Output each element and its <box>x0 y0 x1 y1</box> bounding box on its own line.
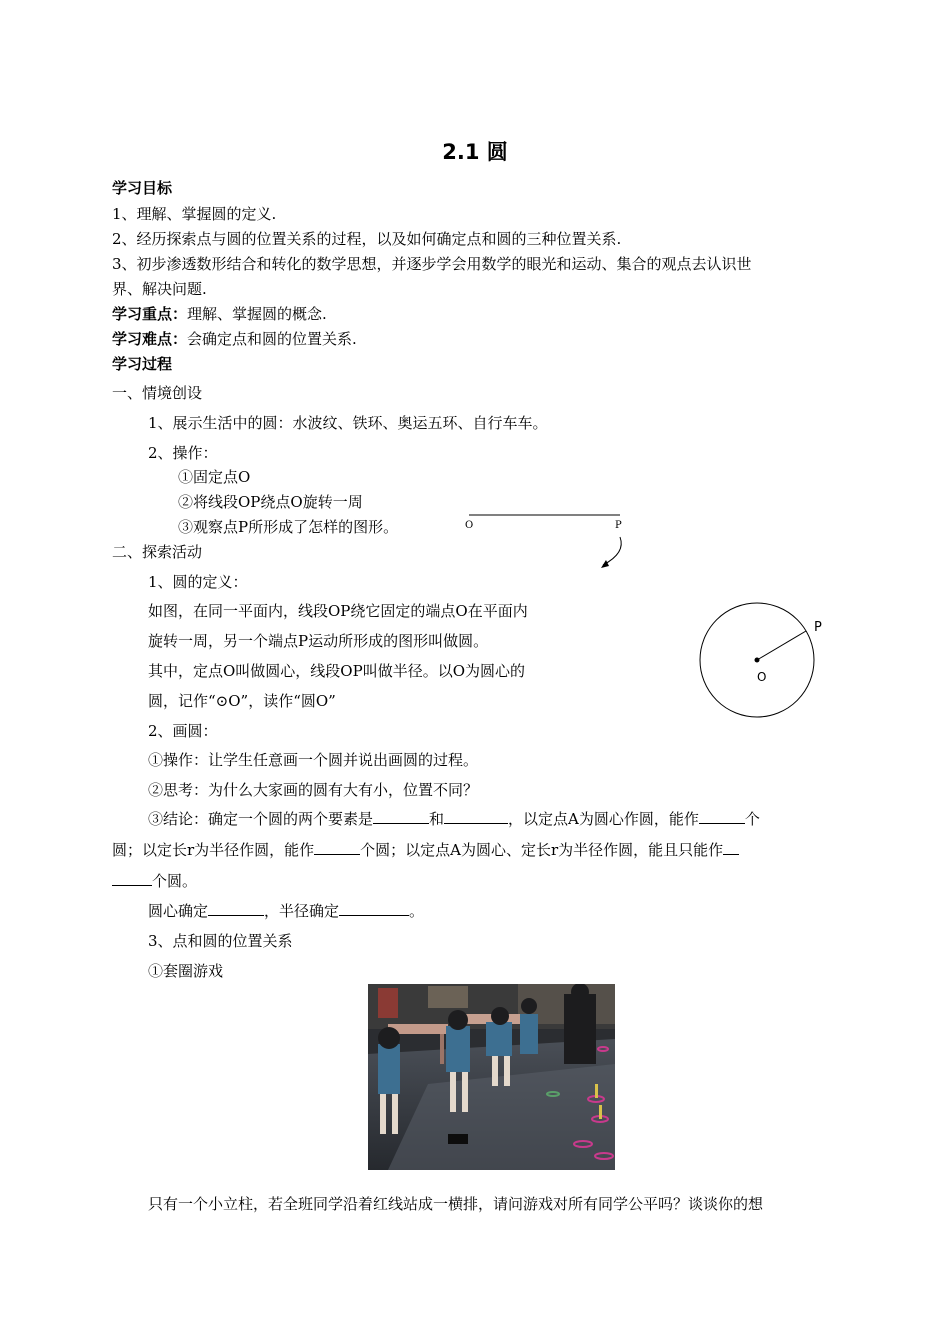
fill-blank[interactable] <box>444 809 508 824</box>
draw-heading: 2、画圆： <box>148 722 218 740</box>
fill-blank[interactable] <box>314 840 360 855</box>
fill-blank[interactable] <box>699 809 745 824</box>
center-radius-text: 。 <box>409 902 425 920</box>
fill-blank[interactable] <box>373 809 429 824</box>
conclusion-text: ，以定点A为圆心作圆，能作 <box>508 810 699 828</box>
conclusion-line-2 <box>112 840 739 860</box>
conclusion-line-3 <box>112 871 197 891</box>
fill-blank[interactable] <box>339 901 409 916</box>
segment-label-p: P <box>615 520 622 531</box>
relation-heading: 3、点和圆的位置关系 <box>148 932 293 950</box>
conclusion-line-1 <box>148 809 760 829</box>
circle-label-p: P <box>814 620 822 635</box>
center-radius-text: ，半径确定 <box>264 902 340 920</box>
definition-line: 其中，定点O叫做圆心，线段OP叫做半径。以O为圆心的 <box>148 662 525 680</box>
ring-toss-photo-image <box>368 984 615 1170</box>
fill-blank[interactable] <box>208 901 264 916</box>
fill-blank[interactable] <box>723 840 739 855</box>
difficulty-label: 学习难点： <box>112 330 188 348</box>
operation-step: ②将线段OP绕点O旋转一周 <box>178 493 363 511</box>
segment-label-o: O <box>465 520 474 531</box>
circle-label-o: O <box>757 670 767 684</box>
conclusion-text: 和 <box>429 810 445 828</box>
fairness-question: 只有一个小立柱，若全班同学沿着红线站成一横排，请问游戏对所有同学公平吗？谈谈你的想 <box>148 1195 764 1213</box>
definition-line: 旋转一周，另一个端点P运动所形成的图形叫做圆。 <box>148 632 489 650</box>
rotation-arrowhead-icon <box>601 560 609 568</box>
definition-heading: 1、圆的定义： <box>148 573 248 591</box>
page-title: 2.1 圆 <box>442 140 508 164</box>
definition-line: 圆，记作“⊙O”，读作“圆O” <box>148 692 336 710</box>
segment-op-figure <box>460 505 640 577</box>
difficulty-line <box>112 329 357 349</box>
ring-toss-photo <box>368 984 615 1170</box>
fill-blank[interactable] <box>112 871 152 886</box>
difficulty-text: 会确定点和圆的位置关系. <box>187 330 357 348</box>
draw-operation: ①操作：让学生任意画一个圆并说出画圆的过程。 <box>148 751 479 769</box>
operation-step: ③观察点P所形成了怎样的图形。 <box>178 518 399 536</box>
draw-think: ②思考：为什么大家画的圆有大有小，位置不同？ <box>148 781 479 799</box>
circle-radius-line <box>757 631 806 660</box>
objective-item: 1、理解、掌握圆的定义. <box>112 205 277 223</box>
conclusion-text: 个 <box>744 810 760 828</box>
conclusion-text: 圆；以定长r为半径作圆，能作 <box>112 841 315 859</box>
center-radius-text: 圆心确定 <box>148 902 209 920</box>
section2-heading: 二、探索活动 <box>112 543 203 561</box>
key-point-label: 学习重点： <box>112 305 188 323</box>
center-radius-line <box>148 901 424 921</box>
conclusion-text: 个圆。 <box>152 872 198 890</box>
circle-figure <box>695 600 835 726</box>
objective-item: 2、经历探索点与圆的位置关系的过程，以及如何确定点和圆的三种位置关系. <box>112 230 622 248</box>
key-point-text: 理解、掌握圆的概念. <box>187 305 327 323</box>
definition-line: 如图，在同一平面内，线段OP绕它固定的端点O在平面内 <box>148 602 528 620</box>
objective-item: 界、解决问题. <box>112 280 207 298</box>
section1-item2: 2、操作： <box>148 444 218 462</box>
conclusion-text: 个圆；以定点A为圆心、定长r为半径作圆，能且只能作 <box>360 841 724 859</box>
ring-toss-heading: ①套圈游戏 <box>148 962 224 980</box>
key-point-line <box>112 304 327 324</box>
operation-step: ①固定点O <box>178 468 251 486</box>
conclusion-text: ③结论：确定一个圆的两个要素是 <box>148 810 374 828</box>
process-heading: 学习过程 <box>112 355 173 373</box>
objective-item: 3、初步渗透数形结合和转化的数学思想，并逐步学会用数学的眼光和运动、集合的观点去认识世 <box>112 255 752 273</box>
objectives-heading: 学习目标 <box>112 179 173 197</box>
section1-item1: 1、展示生活中的圆：水波纹、铁环、奥运五环、自行车车。 <box>148 414 548 432</box>
section1-heading: 一、情境创设 <box>112 384 203 402</box>
